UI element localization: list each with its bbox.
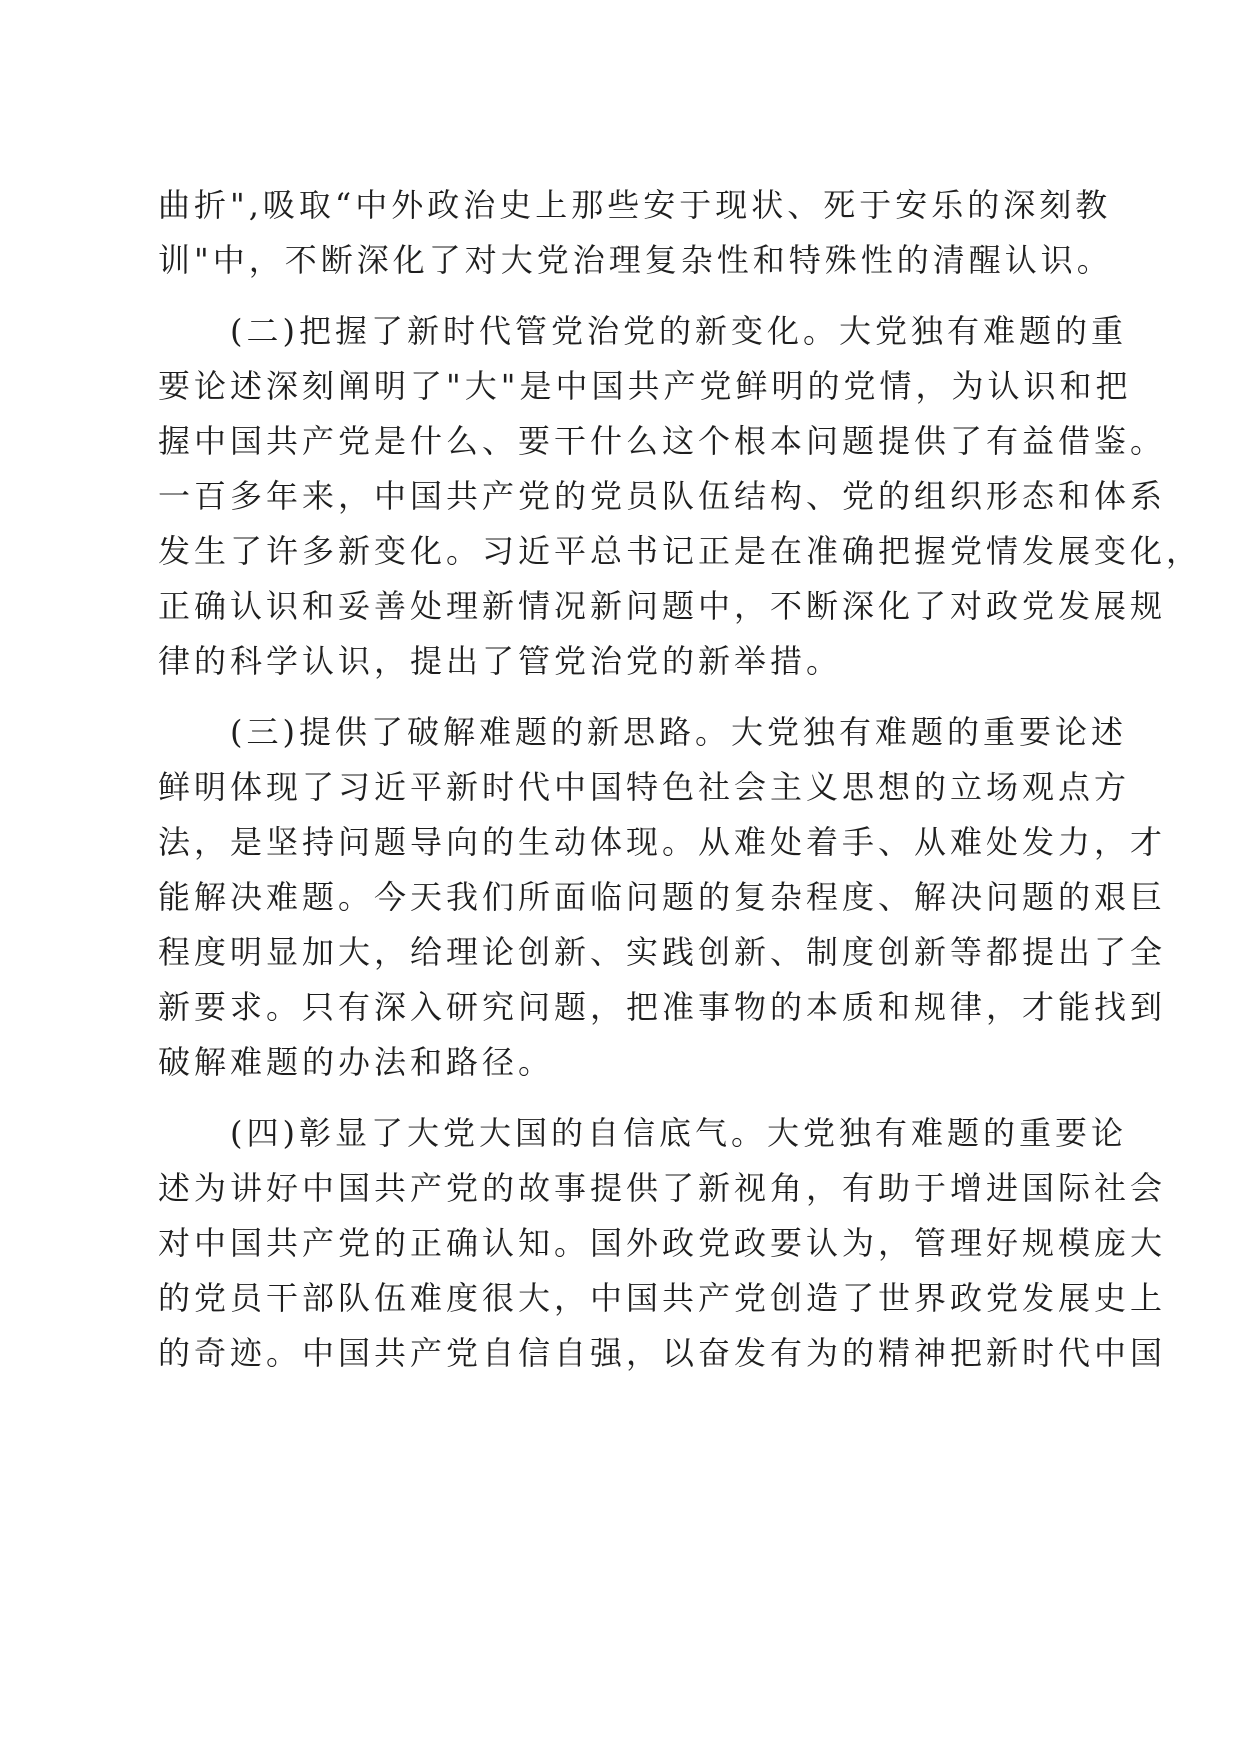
text-line: (三)提供了破解难题的新思路。大党独有难题的重要论述 [230,713,1127,751]
text-line: 对中国共产党的正确认知。国外政党政要认为，管理好规模庞大 [158,1224,1167,1262]
text-line: (二)把握了新时代管党治党的新变化。大党独有难题的重 [230,312,1127,350]
paragraph-continuation [158,178,1113,288]
paragraph-section-four [158,1106,1167,1381]
text-line: 训"中，不断深化了对大党治理复杂性和特殊性的清醒认识。 [158,241,1113,279]
text-line: 鲜明体现了习近平新时代中国特色社会主义思想的立场观点方 [158,768,1131,806]
paragraph-gap [158,689,1080,705]
paragraph-section-three [158,705,1167,1090]
paragraph-gap [158,288,1080,304]
text-line: 要论述深刻阐明了"大"是中国共产党鲜明的党情，为认识和把 [158,367,1132,405]
text-line: (四)彰显了大党大国的自信底气。大党独有难题的重要论 [230,1114,1127,1152]
text-line: 的党员干部队伍难度很大，中国共产党创造了世界政党发展史上 [158,1279,1167,1317]
text-line: 法，是坚持问题导向的生动体现。从难处着手、从难处发力，才 [158,823,1167,861]
text-line: 律的科学认识，提出了管党治党的新举措。 [158,642,843,680]
document-body [158,178,1203,1381]
text-line: 一百多年来，中国共产党的党员队伍结构、党的组织形态和体系 [158,477,1167,515]
text-line: 发生了许多新变化。习近平总书记正是在准确把握党情发展变化， [158,532,1203,570]
text-line: 握中国共产党是什么、要干什么这个根本问题提供了有益借鉴。 [158,422,1167,460]
text-line: 述为讲好中国共产党的故事提供了新视角，有助于增进国际社会 [158,1169,1167,1207]
paragraph-section-two [158,304,1203,689]
text-line: 新要求。只有深入研究问题，把准事物的本质和规律，才能找到 [158,988,1167,1026]
text-line: 曲折",吸取“中外政治史上那些安于现状、死于安乐的深刻教 [158,186,1112,224]
text-line: 程度明显加大，给理论创新、实践创新、制度创新等都提出了全 [158,933,1167,971]
text-line: 破解难题的办法和路径。 [158,1043,555,1081]
text-line: 的奇迹。中国共产党自信自强，以奋发有为的精神把新时代中国 [158,1334,1167,1372]
text-line: 正确认识和妥善处理新情况新问题中，不断深化了对政党发展规 [158,587,1167,625]
paragraph-gap [158,1090,1080,1106]
text-line: 能解决难题。今天我们所面临问题的复杂程度、解决问题的艰巨 [158,878,1167,916]
